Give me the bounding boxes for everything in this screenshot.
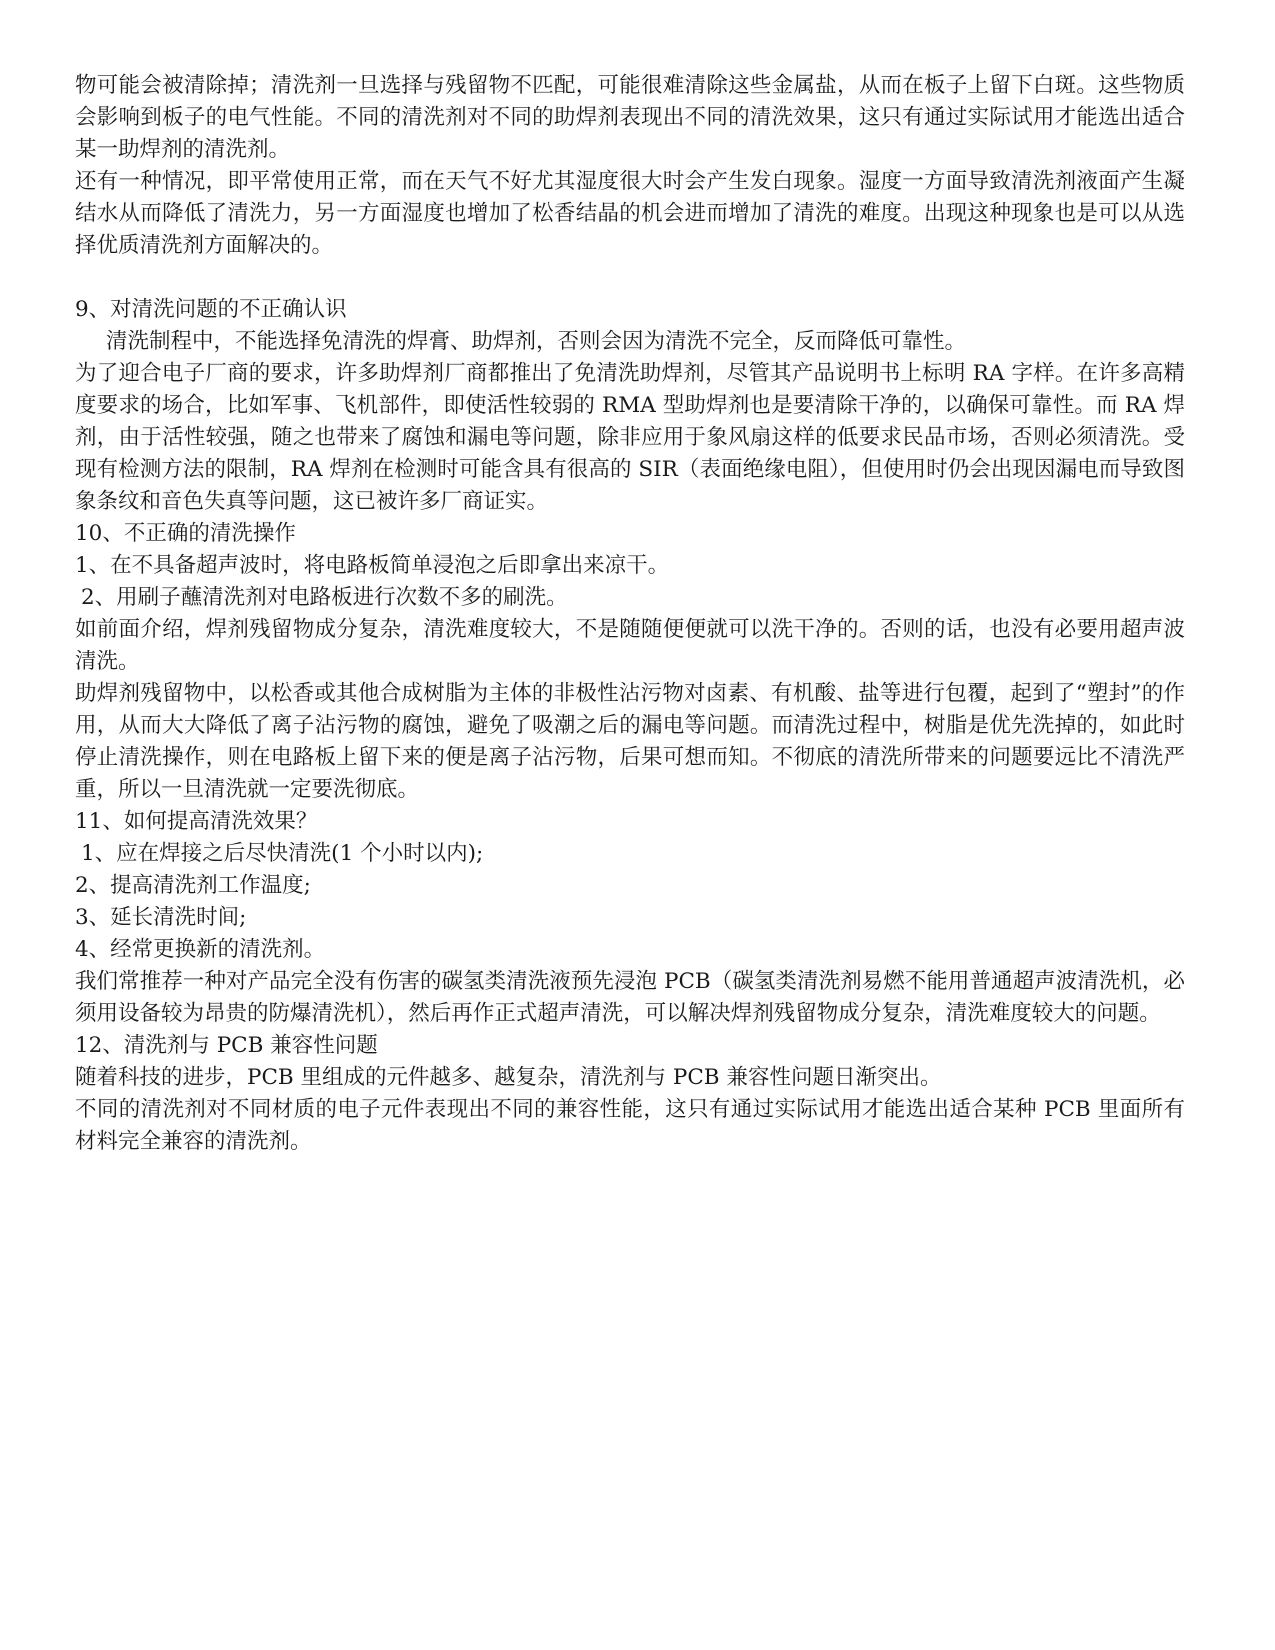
paragraph: 我们常推荐一种对产品完全没有伤害的碳氢类清洗液预先浸泡 PCB（碳氢类清洗剂易燃不能用普通超声波清洗机，必须用设备较为昂贵的防爆清洗机），然后再作正式超声清洗，可以解决焊剂残留物成分复杂，清洗难度较大的问题。 — [75, 969, 1185, 1026]
paragraph: 随着科技的进步，PCB 里组成的元件越多、越复杂，清洗剂与 PCB 兼容性问题日渐突出。 — [75, 1065, 942, 1090]
paragraph: 清洗制程中，不能选择免清洗的焊膏、助焊剂，否则会因为清洗不完全，反而降低可靠性。 — [106, 329, 967, 354]
section-heading-9: 9、对清洗问题的不正确认识 — [75, 297, 347, 322]
section-heading-12: 12、清洗剂与 PCB 兼容性问题 — [75, 1033, 378, 1058]
list-item: 2、提高清洗剂工作温度; — [75, 873, 311, 898]
section-heading-10: 10、不正确的清洗操作 — [75, 521, 296, 546]
paragraph: 助焊剂残留物中，以松香或其他合成树脂为主体的非极性沾污物对卤素、有机酸、盐等进行包覆，起到了“塑封”的作用，从而大大降低了离子沾污物的腐蚀，避免了吸潮之后的漏电等问题。而清洗过程中，树脂是优先洗掉的，如此时停止清洗操作，则在电路板上留下来的便是离子沾污物，后果可想而知。不彻底的清洗所带来的问题要远比不清洗严重，所以一旦清洗就一定要洗彻底。 — [75, 681, 1185, 802]
list-item: 1、在不具备超声波时，将电路板简单浸泡之后即拿出来凉干。 — [75, 553, 670, 578]
paragraph: 为了迎合电子厂商的要求，许多助焊剂厂商都推出了免清洗助焊剂，尽管其产品说明书上标明 RA 字样。在许多高精度要求的场合，比如军事、飞机部件，即使活性较弱的 RMA 型助焊剂也是要清除干净的，以确保可靠性。而 RA 焊剂，由于活性较强，随之也带来了腐蚀和漏电等问题，除非应用于象风扇这样的低要求民品市场，否则必须清洗。受现有检测方法的限制，RA 焊剂在检测时可能含具有很高的 SIR（表面绝缘电阻），但使用时仍会出现因漏电而导致图象条纹和音色失真等问题，这已被许多厂商证实。 — [75, 361, 1185, 514]
paragraph: 不同的清洗剂对不同材质的电子元件表现出不同的兼容性能，这只有通过实际试用才能选出适合某种 PCB 里面所有材料完全兼容的清洗剂。 — [75, 1097, 1185, 1154]
paragraph-gap — [75, 262, 1185, 294]
paragraph: 如前面介绍，焊剂残留物成分复杂，清洗难度较大，不是随随便便就可以洗干净的。否则的话，也没有必要用超声波清洗。 — [75, 617, 1185, 674]
list-item: 3、延长清洗时间; — [75, 905, 247, 930]
list-item: 4、经常更换新的清洗剂。 — [75, 937, 326, 962]
paragraph: 物可能会被清除掉；清洗剂一旦选择与残留物不匹配，可能很难清除这些金属盐，从而在板子上留下白斑。这些物质会影响到板子的电气性能。不同的清洗剂对不同的助焊剂表现出不同的清洗效果，这只有通过实际试用才能选出适合某一助焊剂的清洗剂。 — [75, 73, 1185, 162]
section-heading-11: 11、如何提高清洗效果？ — [75, 809, 318, 834]
document-body — [75, 70, 1185, 1158]
paragraph: 还有一种情况，即平常使用正常，而在天气不好尤其湿度很大时会产生发白现象。湿度一方面导致清洗剂液面产生凝结水从而降低了清洗力，另一方面湿度也增加了松香结晶的机会进而增加了清洗的难度。出现这种现象也是可以从选择优质清洗剂方面解决的。 — [75, 169, 1185, 258]
list-item: 1、应在焊接之后尽快清洗(1 个小时以内); — [81, 841, 484, 866]
list-item: 2、用刷子蘸清洗剂对电路板进行次数不多的刷洗。 — [81, 585, 568, 610]
